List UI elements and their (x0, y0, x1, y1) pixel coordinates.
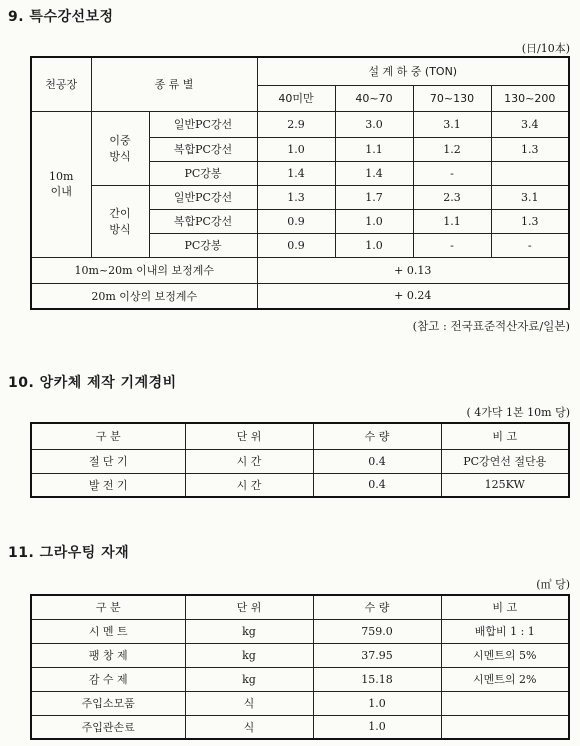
section-9-title: 9. 특수강선보정 (8, 9, 114, 25)
table-11 (30, 594, 570, 740)
value-cell: 3.4 (491, 111, 569, 137)
item-remark (441, 691, 569, 715)
table-row (31, 449, 569, 473)
header-load: 설 계 하 중 (TON) (257, 57, 569, 85)
col-header: 수 량 (313, 423, 441, 449)
item-remark: 125KW (441, 473, 569, 497)
item-name: 주입소모품 (31, 691, 185, 715)
item-unit: 시 간 (185, 449, 313, 473)
item-qty: 1.0 (313, 691, 441, 715)
table-row (31, 283, 569, 309)
table-row (31, 643, 569, 667)
value-cell: 1.3 (491, 209, 569, 233)
section-9-note: (참고 : 전국표준적산자료/일본) (412, 319, 570, 333)
item-unit: 식 (185, 691, 313, 715)
col-header: 비 고 (441, 423, 569, 449)
value-cell: 2.9 (257, 111, 335, 137)
item-name: 팽 창 제 (31, 643, 185, 667)
table-row (31, 691, 569, 715)
item-remark: 시멘트의 5% (441, 643, 569, 667)
table-row (31, 185, 569, 209)
col-header: 구 분 (31, 423, 185, 449)
header-site: 천공장 (31, 57, 91, 111)
section-10-title: 10. 앙카체 제작 기계경비 (8, 375, 177, 391)
item-remark (441, 715, 569, 739)
value-cell (491, 161, 569, 185)
table-row (31, 111, 569, 137)
item-qty: 15.18 (313, 667, 441, 691)
group-cell: 간이 방식 (91, 185, 149, 257)
col-header: 단 위 (185, 595, 313, 619)
item-qty: 759.0 (313, 619, 441, 643)
type-cell: PC강봉 (149, 233, 257, 257)
value-cell: - (413, 161, 491, 185)
item-unit: kg (185, 619, 313, 643)
type-cell: 일반PC강선 (149, 111, 257, 137)
section-9-unit: (日/10本) (521, 42, 570, 55)
item-name: 감 수 제 (31, 667, 185, 691)
value-cell: 3.1 (413, 111, 491, 137)
item-qty: 1.0 (313, 715, 441, 739)
item-remark: PC강연선 절단용 (441, 449, 569, 473)
item-unit: 시 간 (185, 473, 313, 497)
value-cell: 1.7 (335, 185, 413, 209)
type-cell: PC강봉 (149, 161, 257, 185)
value-cell: 3.1 (491, 185, 569, 209)
section-11-title: 11. 그라우팅 자재 (8, 545, 130, 561)
table-9 (30, 56, 570, 310)
value-cell: - (491, 233, 569, 257)
value-cell: 0.9 (257, 233, 335, 257)
value-cell: 1.1 (335, 137, 413, 161)
table-row (31, 619, 569, 643)
type-cell: 일반PC강선 (149, 185, 257, 209)
type-cell: 복합PC강선 (149, 209, 257, 233)
item-qty: 0.4 (313, 449, 441, 473)
value-cell: 1.3 (257, 185, 335, 209)
item-unit: kg (185, 667, 313, 691)
col-header: 수 량 (313, 595, 441, 619)
item-unit: 식 (185, 715, 313, 739)
group-cell: 이중 방식 (91, 111, 149, 185)
value-cell: 1.4 (335, 161, 413, 185)
col-header: 단 위 (185, 423, 313, 449)
factor-value: + 0.13 (257, 257, 569, 283)
table-10 (30, 422, 570, 498)
header-kind: 종 류 별 (91, 57, 257, 111)
table-row (31, 667, 569, 691)
item-name: 발 전 기 (31, 473, 185, 497)
item-remark: 시멘트의 2% (441, 667, 569, 691)
item-name: 시 멘 트 (31, 619, 185, 643)
type-cell: 복합PC강선 (149, 137, 257, 161)
factor-label: 20m 이상의 보정계수 (31, 283, 257, 309)
table-row (31, 473, 569, 497)
value-cell: 1.3 (491, 137, 569, 161)
value-cell: 1.0 (335, 209, 413, 233)
value-cell: 1.0 (257, 137, 335, 161)
value-cell: 1.1 (413, 209, 491, 233)
value-cell: 1.4 (257, 161, 335, 185)
section-10-unit: ( 4가닥 1본 10m 당) (466, 406, 570, 419)
value-cell: 3.0 (335, 111, 413, 137)
item-qty: 0.4 (313, 473, 441, 497)
col-header: 130~200 (491, 85, 569, 111)
value-cell: - (413, 233, 491, 257)
item-qty: 37.95 (313, 643, 441, 667)
value-cell: 2.3 (413, 185, 491, 209)
col-header: 40미만 (257, 85, 335, 111)
table-row (31, 715, 569, 739)
value-cell: 1.2 (413, 137, 491, 161)
col-header: 구 분 (31, 595, 185, 619)
site-cell: 10m 이내 (31, 111, 91, 257)
factor-label: 10m~20m 이내의 보정계수 (31, 257, 257, 283)
value-cell: 1.0 (335, 233, 413, 257)
factor-value: + 0.24 (257, 283, 569, 309)
item-remark: 배합비 1 : 1 (441, 619, 569, 643)
item-name: 주입관손료 (31, 715, 185, 739)
item-name: 절 단 기 (31, 449, 185, 473)
item-unit: kg (185, 643, 313, 667)
col-header: 40~70 (335, 85, 413, 111)
col-header: 비 고 (441, 595, 569, 619)
col-header: 70~130 (413, 85, 491, 111)
table-row (31, 257, 569, 283)
value-cell: 0.9 (257, 209, 335, 233)
section-11-unit: (㎥ 당) (536, 578, 570, 591)
